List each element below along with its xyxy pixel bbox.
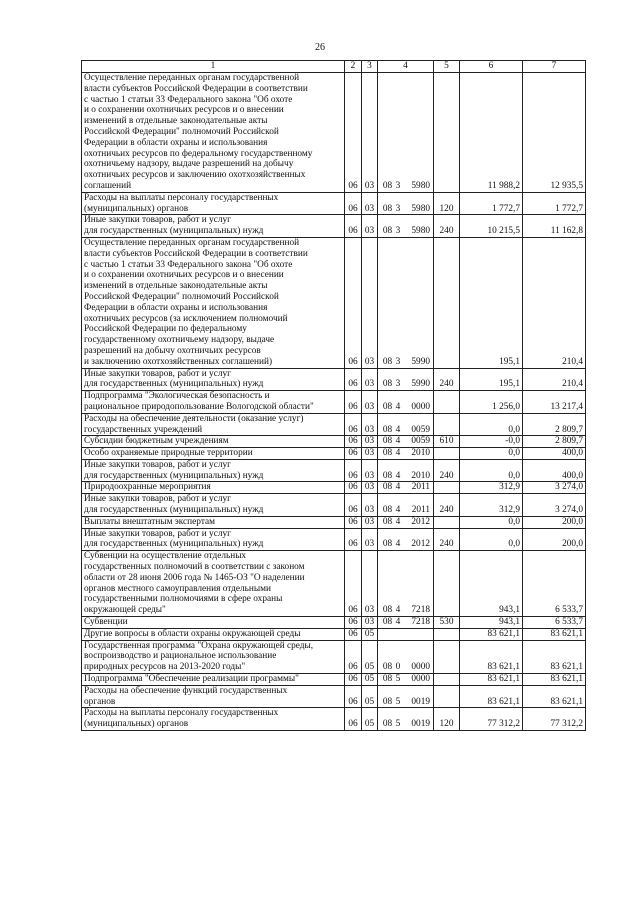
table-row: [82, 192, 586, 215]
code-part: 08: [382, 662, 393, 673]
amount-year-2: 2 809,7: [523, 413, 586, 436]
description-line: и о сохранении охотничьих ресурсов и о внесении: [84, 270, 284, 281]
description-line: государственными полномочиями в сфере охраны: [84, 594, 283, 605]
amount-year-1: 83 621,1: [460, 640, 523, 673]
page-number: 26: [315, 42, 325, 53]
target-article-code: [378, 617, 434, 629]
description-line: власти субъектов Российской Федерации в соответствии: [84, 248, 308, 259]
code-part: 08: [382, 401, 393, 412]
amount-year-1: 195,1: [460, 237, 523, 368]
row-description: [82, 368, 345, 391]
row-description: [82, 685, 345, 708]
table-row: [82, 674, 586, 686]
amount-year-1: 0,0: [460, 459, 523, 482]
row-description: [82, 413, 345, 436]
code-part: 3: [395, 379, 401, 390]
target-article-code: [378, 640, 434, 673]
section-code: 06: [345, 368, 362, 391]
expense-type-code: [434, 640, 460, 673]
target-article-code: [378, 215, 434, 238]
section-code: 06: [345, 413, 362, 436]
code-part: 4: [395, 482, 401, 493]
code-part: 4: [395, 605, 401, 616]
expense-type-code: [434, 482, 460, 494]
row-description: [82, 674, 345, 686]
subsection-code: 03: [362, 215, 378, 238]
table-row: [82, 448, 586, 460]
target-article-code: [378, 448, 434, 460]
description-line: государственному охотничьему надзору, выдаче: [84, 335, 275, 346]
section-code: 06: [345, 73, 362, 193]
expense-type-code: [434, 237, 460, 368]
section-code: 06: [345, 215, 362, 238]
row-description: [82, 516, 345, 528]
section-code: 06: [345, 708, 362, 731]
table-row: [82, 391, 586, 414]
amount-year-2: 13 217,4: [523, 391, 586, 414]
table-row: [82, 436, 586, 448]
section-code: 06: [345, 391, 362, 414]
description-line: Расходы на выплаты персоналу государственных: [84, 192, 279, 203]
code-part: 4: [395, 448, 401, 459]
subsection-code: 03: [362, 192, 378, 215]
code-part: 4: [395, 424, 401, 435]
amount-year-2: 210,4: [523, 368, 586, 391]
row-description: [82, 459, 345, 482]
code-part: 3: [395, 356, 401, 367]
description-line: охотничьих ресурсов и заключению охотхозяйственных: [84, 170, 306, 181]
row-description: [82, 73, 345, 193]
amount-year-1: 83 621,1: [460, 685, 523, 708]
code-part: 0019: [411, 719, 430, 730]
code-part: 0000: [411, 401, 430, 412]
description-line: изменений в отдельные законодательные акты: [84, 281, 268, 292]
section-code: 06: [345, 685, 362, 708]
description-line: Иные закупки товаров, работ и услуг: [84, 528, 231, 539]
description-line: Осуществление переданных органам государственной: [84, 73, 300, 83]
row-description: [82, 551, 345, 617]
description-line: Осуществление переданных органам государственной: [84, 237, 300, 248]
target-article-code: [378, 628, 434, 640]
amount-year-2: 83 621,1: [523, 640, 586, 673]
header-cell: 5: [434, 61, 460, 73]
table-row: [82, 708, 586, 731]
row-description: [82, 391, 345, 414]
subsection-code: 03: [362, 617, 378, 629]
code-part: 3: [395, 203, 401, 214]
code-part: 08: [382, 719, 393, 730]
amount-year-1: 312,9: [460, 494, 523, 517]
amount-year-2: 200,0: [523, 516, 586, 528]
section-code: 06: [345, 436, 362, 448]
row-description: [82, 617, 345, 629]
expense-type-code: [434, 674, 460, 686]
description-line: воспроизводство и рациональное использование: [84, 651, 277, 662]
target-article-code: [378, 459, 434, 482]
section-code: 06: [345, 192, 362, 215]
amount-year-1: 943,1: [460, 617, 523, 629]
table-row: [82, 640, 586, 673]
amount-year-1: 1 772,7: [460, 192, 523, 215]
subsection-code: 05: [362, 628, 378, 640]
code-part: 5990: [411, 379, 430, 390]
description-line: Расходы на обеспечение функций государственных: [84, 685, 288, 696]
code-part: 2011: [411, 482, 430, 493]
header-row: [82, 61, 586, 73]
amount-year-2: 83 621,1: [523, 674, 586, 686]
table-row: [82, 551, 586, 617]
code-part: 08: [382, 696, 393, 707]
code-part: 0019: [411, 696, 430, 707]
description-line: для государственных (муниципальных) нужд: [84, 539, 264, 550]
table-row: [82, 215, 586, 238]
amount-year-1: 195,1: [460, 368, 523, 391]
row-description: [82, 628, 345, 640]
description-line: для государственных (муниципальных) нужд: [84, 226, 264, 237]
amount-year-1: 11 988,2: [460, 73, 523, 193]
description-line: окружающей среды": [84, 605, 166, 616]
code-part: 5: [395, 696, 401, 707]
code-part: 08: [382, 379, 393, 390]
description-line: и заключению охотхозяйственных соглашений): [84, 356, 273, 367]
code-part: 08: [382, 617, 393, 628]
table-row: [82, 685, 586, 708]
row-description: [82, 640, 345, 673]
subsection-code: 03: [362, 448, 378, 460]
header-cell: 3: [362, 61, 378, 73]
description-line: (муниципальных) органов: [84, 719, 189, 730]
target-article-code: [378, 494, 434, 517]
description-line: области от 28 июня 2006 года № 1465-ОЗ "О наделении: [84, 572, 305, 583]
amount-year-1: -0,0: [460, 436, 523, 448]
description-line: Выплаты внештатным экспертам: [84, 516, 216, 527]
amount-year-2: 400,0: [523, 459, 586, 482]
row-description: [82, 215, 345, 238]
target-article-code: [378, 551, 434, 617]
code-part: 2012: [411, 539, 430, 550]
description-line: Субвенции: [84, 617, 128, 628]
description-line: разрешений на добычу охотничьих ресурсов: [84, 345, 261, 356]
code-part: 0059: [411, 424, 430, 435]
table-row: [82, 516, 586, 528]
amount-year-2: 6 533,7: [523, 551, 586, 617]
description-line: для государственных (муниципальных) нужд: [84, 505, 264, 516]
target-article-code: [378, 708, 434, 731]
description-line: власти субъектов Российской Федерации в соответствии: [84, 83, 308, 94]
expense-type-code: [434, 448, 460, 460]
code-part: 08: [382, 605, 393, 616]
expense-type-code: [434, 516, 460, 528]
target-article-code: [378, 73, 434, 193]
subsection-code: 03: [362, 459, 378, 482]
code-part: 2012: [411, 516, 430, 527]
amount-year-2: 2 809,7: [523, 436, 586, 448]
description-line: соглашений: [84, 180, 132, 191]
subsection-code: 03: [362, 482, 378, 494]
amount-year-1: 83 621,1: [460, 628, 523, 640]
section-code: 06: [345, 617, 362, 629]
amount-year-1: 0,0: [460, 528, 523, 551]
amount-year-2: 12 935,5: [523, 73, 586, 193]
description-line: охотничьих ресурсов по федеральному государственному: [84, 148, 313, 159]
description-line: Российской Федерации" полномочий Российской: [84, 291, 279, 302]
row-description: [82, 528, 345, 551]
section-code: 06: [345, 551, 362, 617]
description-line: Иные закупки товаров, работ и услуг: [84, 494, 231, 505]
subsection-code: 03: [362, 237, 378, 368]
code-part: 5980: [411, 180, 430, 191]
code-part: 08: [382, 180, 393, 191]
code-part: 3: [395, 180, 401, 191]
code-part: 4: [395, 401, 401, 412]
code-part: 3: [395, 226, 401, 237]
code-part: 08: [382, 436, 393, 447]
description-line: Федерации в области охраны и использования: [84, 137, 268, 148]
section-code: 06: [345, 528, 362, 551]
section-code: 06: [345, 640, 362, 673]
description-line: государственных учреждений: [84, 424, 203, 435]
code-part: 08: [382, 539, 393, 550]
expense-type-code: 240: [434, 215, 460, 238]
amount-year-2: 11 162,8: [523, 215, 586, 238]
expense-type-code: 610: [434, 436, 460, 448]
description-line: природных ресурсов на 2013-2020 годы": [84, 662, 246, 673]
amount-year-2: 83 621,1: [523, 685, 586, 708]
subsection-code: 03: [362, 368, 378, 391]
code-part: 08: [382, 356, 393, 367]
section-code: 06: [345, 628, 362, 640]
code-part: 5: [395, 719, 401, 730]
description-line: Расходы на выплаты персоналу государственных: [84, 708, 279, 719]
target-article-code: [378, 237, 434, 368]
section-code: 06: [345, 674, 362, 686]
expense-type-code: 240: [434, 368, 460, 391]
amount-year-2: 83 621,1: [523, 628, 586, 640]
description-line: государственных полномочий в соответствии с законом: [84, 562, 305, 573]
code-part: 4: [395, 539, 401, 550]
code-part: 0: [395, 662, 401, 673]
code-part: 08: [382, 516, 393, 527]
section-code: 06: [345, 448, 362, 460]
description-line: изменений в отдельные законодательные акты: [84, 116, 268, 127]
target-article-code: [378, 368, 434, 391]
expense-type-code: 240: [434, 494, 460, 517]
description-line: Субсидии бюджетным учреждениям: [84, 436, 229, 447]
code-part: 2010: [411, 448, 430, 459]
section-code: 06: [345, 482, 362, 494]
description-line: Иные закупки товаров, работ и услуг: [84, 215, 231, 226]
table-body: [82, 73, 586, 731]
expense-type-code: 530: [434, 617, 460, 629]
header-cell: 2: [345, 61, 362, 73]
expense-type-code: 240: [434, 459, 460, 482]
target-article-code: [378, 192, 434, 215]
subsection-code: 05: [362, 685, 378, 708]
amount-year-1: 0,0: [460, 516, 523, 528]
amount-year-1: 1 256,0: [460, 391, 523, 414]
target-article-code: [378, 413, 434, 436]
description-line: Иные закупки товаров, работ и услуг: [84, 368, 231, 379]
amount-year-1: 0,0: [460, 448, 523, 460]
code-part: 4: [395, 617, 401, 628]
row-description: [82, 192, 345, 215]
code-part: 5980: [411, 203, 430, 214]
amount-year-2: 1 772,7: [523, 192, 586, 215]
description-line: для государственных (муниципальных) нужд: [84, 379, 264, 390]
budget-table: [81, 60, 586, 731]
description-line: органов местного самоуправления отдельными: [84, 583, 271, 594]
description-line: Иные закупки товаров, работ и услуг: [84, 459, 231, 470]
subsection-code: 05: [362, 708, 378, 731]
code-part: 08: [382, 424, 393, 435]
code-part: 08: [382, 203, 393, 214]
subsection-code: 05: [362, 674, 378, 686]
target-article-code: [378, 528, 434, 551]
amount-year-2: 3 274,0: [523, 494, 586, 517]
target-article-code: [378, 685, 434, 708]
header-cell: 7: [523, 61, 586, 73]
target-article-code: [378, 436, 434, 448]
description-line: для государственных (муниципальных) нужд: [84, 470, 264, 481]
amount-year-1: 0,0: [460, 413, 523, 436]
description-line: Расходы на обеспечение деятельности (оказание услуг): [84, 413, 304, 424]
table-row: [82, 73, 586, 193]
expense-type-code: [434, 551, 460, 617]
amount-year-1: 10 215,5: [460, 215, 523, 238]
subsection-code: 03: [362, 494, 378, 517]
expense-type-code: [434, 73, 460, 193]
description-line: Российской Федерации" полномочий Российской: [84, 126, 279, 137]
code-part: 4: [395, 436, 401, 447]
row-description: [82, 494, 345, 517]
row-description: [82, 482, 345, 494]
row-description: [82, 708, 345, 731]
header-cell: 4: [378, 61, 434, 73]
subsection-code: 03: [362, 551, 378, 617]
table-row: [82, 628, 586, 640]
code-part: 08: [382, 505, 393, 516]
description-line: Другие вопросы в области охраны окружающей среды: [84, 628, 301, 639]
description-line: Субвенции на осуществление отдельных: [84, 551, 247, 562]
code-part: 4: [395, 470, 401, 481]
target-article-code: [378, 516, 434, 528]
description-line: и о сохранении охотничьих ресурсов и о внесении: [84, 105, 284, 116]
section-code: 06: [345, 459, 362, 482]
description-line: Подпрограмма "Экологическая безопасность и: [84, 391, 270, 402]
description-line: Подпрограмма "Обеспечение реализации программы": [84, 674, 299, 685]
subsection-code: 03: [362, 516, 378, 528]
description-line: Российской Федерации по федеральному: [84, 324, 247, 335]
target-article-code: [378, 674, 434, 686]
amount-year-2: 77 312,2: [523, 708, 586, 731]
expense-type-code: [434, 391, 460, 414]
amount-year-1: 83 621,1: [460, 674, 523, 686]
amount-year-2: 3 274,0: [523, 482, 586, 494]
amount-year-1: 943,1: [460, 551, 523, 617]
section-code: 06: [345, 494, 362, 517]
description-line: с частью 1 статьи 33 Федерального закона "Об охоте: [84, 94, 293, 105]
table-row: [82, 368, 586, 391]
subsection-code: 03: [362, 73, 378, 193]
code-part: 08: [382, 226, 393, 237]
description-line: Государственная программа "Охрана окружающей среды,: [84, 640, 314, 651]
subsection-code: 03: [362, 391, 378, 414]
table-row: [82, 494, 586, 517]
target-article-code: [378, 391, 434, 414]
subsection-code: 03: [362, 413, 378, 436]
row-description: [82, 436, 345, 448]
description-line: с частью 1 статьи 33 Федерального закона "Об охоте: [84, 259, 293, 270]
subsection-code: 03: [362, 436, 378, 448]
code-part: 08: [382, 470, 393, 481]
code-part: 2011: [411, 505, 430, 516]
amount-year-2: 6 533,7: [523, 617, 586, 629]
description-line: Природоохранные мероприятия: [84, 482, 211, 493]
section-code: 06: [345, 237, 362, 368]
target-article-code: [378, 482, 434, 494]
row-description: [82, 237, 345, 368]
code-part: 7218: [411, 617, 430, 628]
expense-type-code: 120: [434, 708, 460, 731]
amount-year-2: 400,0: [523, 448, 586, 460]
code-part: 0059: [411, 436, 430, 447]
table-row: [82, 617, 586, 629]
code-part: 0000: [411, 662, 430, 673]
code-part: 2010: [411, 470, 430, 481]
code-part: 5990: [411, 356, 430, 367]
code-part: 08: [382, 674, 393, 685]
subsection-code: 03: [362, 528, 378, 551]
code-part: 08: [382, 448, 393, 459]
table-row: [82, 413, 586, 436]
section-code: 06: [345, 516, 362, 528]
description-line: Федерации в области охраны и использования: [84, 302, 268, 313]
amount-year-2: 200,0: [523, 528, 586, 551]
code-part: 5: [395, 674, 401, 685]
description-line: (муниципальных) органов: [84, 203, 189, 214]
expense-type-code: 120: [434, 192, 460, 215]
code-part: 4: [395, 516, 401, 527]
description-line: охотничьему надзору, выдаче разрешений на добычу: [84, 159, 294, 170]
expense-type-code: [434, 628, 460, 640]
description-line: органов: [84, 696, 116, 707]
description-line: Особо охраняемые природные территории: [84, 448, 253, 459]
code-part: 4: [395, 505, 401, 516]
amount-year-1: 312,9: [460, 482, 523, 494]
description-line: охотничьих ресурсов (за исключением полномочий: [84, 313, 288, 324]
code-part: 08: [382, 482, 393, 493]
row-description: [82, 448, 345, 460]
table-row: [82, 482, 586, 494]
code-part: 7218: [411, 605, 430, 616]
table-row: [82, 459, 586, 482]
expense-type-code: 240: [434, 528, 460, 551]
table-row: [82, 237, 586, 368]
table-row: [82, 528, 586, 551]
expense-type-code: [434, 413, 460, 436]
expense-type-code: [434, 685, 460, 708]
header-cell: 6: [460, 61, 523, 73]
subsection-code: 05: [362, 640, 378, 673]
amount-year-2: 210,4: [523, 237, 586, 368]
code-part: 5980: [411, 226, 430, 237]
description-line: рациональное природопользование Вологодской области": [84, 401, 314, 412]
code-part: 0000: [411, 674, 430, 685]
header-cell: 1: [82, 61, 345, 73]
amount-year-1: 77 312,2: [460, 708, 523, 731]
